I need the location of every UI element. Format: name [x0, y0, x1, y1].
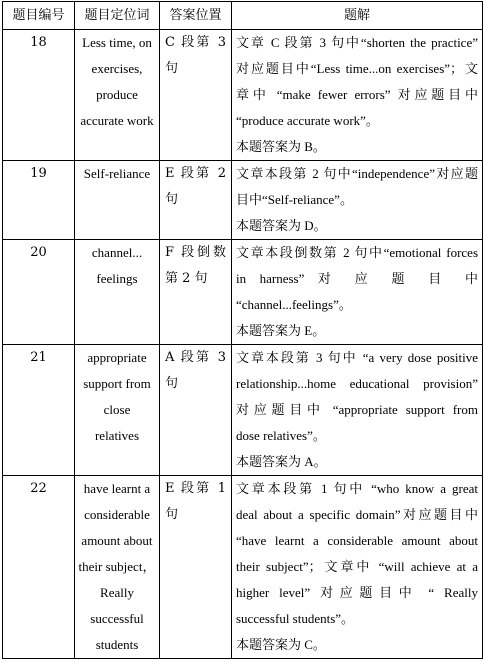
answer-location: A 段第 3 句 — [160, 345, 232, 476]
answer-table — [2, 1, 483, 659]
explanation: 文章 C 段第 3 句中“shorten the practice” 对应题目中“Less time...on exercises”；文 章中 “make fewer errors” 对应题目中 “produce accurate work”。 本题答案为 B。 — [232, 30, 483, 161]
explanation: 文章本段第 3 句中 “a very dose positive relationship...home educational provision” 对应题目中 “appropriate support from dose relatives”。 本题答案为 A。 — [232, 345, 483, 476]
table-row — [3, 30, 483, 161]
answer-location: C 段第 3 句 — [160, 30, 232, 161]
header-answer-location: 答案位置 — [160, 2, 232, 30]
locator-words: have learnt a considerable amount about their subject， Really successful students — [75, 476, 160, 659]
question-number: 22 — [3, 476, 75, 659]
table-row — [3, 240, 483, 345]
question-number: 19 — [3, 161, 75, 240]
table-row — [3, 476, 483, 659]
question-number: 21 — [3, 345, 75, 476]
table-row — [3, 161, 483, 240]
header-question-number: 题目编号 — [3, 2, 75, 30]
locator-words: Less time, on exercises, produce accurate work — [75, 30, 160, 161]
answer-location: F 段倒数 第 2 句 — [160, 240, 232, 345]
locator-words: channel... feelings — [75, 240, 160, 345]
answer-location: E 段第 2 句 — [160, 161, 232, 240]
locator-words: Self-reliance — [75, 161, 160, 240]
question-number: 20 — [3, 240, 75, 345]
header-row — [3, 2, 483, 30]
explanation: 文章本段倒数第 2 句中“emotional forces in harness” 对 应 题 目 中 “channel...feelings”。 本题答案为 E。 — [232, 240, 483, 345]
table-row — [3, 345, 483, 476]
explanation: 文章本段第 1 句中 “who know a great deal about a specific domain”对应题目中 “have learnt a considerable amount about their subject”；文章中 “will achieve at a higher level” 对应题目中 “ Really successful students”。 本题答案为 C。 — [232, 476, 483, 659]
answer-location: E 段第 1 句 — [160, 476, 232, 659]
question-number: 18 — [3, 30, 75, 161]
header-explanation: 题解 — [232, 2, 483, 30]
explanation: 文章本段第 2 句中“independence”对应题 目中“Self-reliance”。 本题答案为 D。 — [232, 161, 483, 240]
header-locator-words: 题目定位词 — [75, 2, 160, 30]
locator-words: appropriate support from close relatives — [75, 345, 160, 476]
